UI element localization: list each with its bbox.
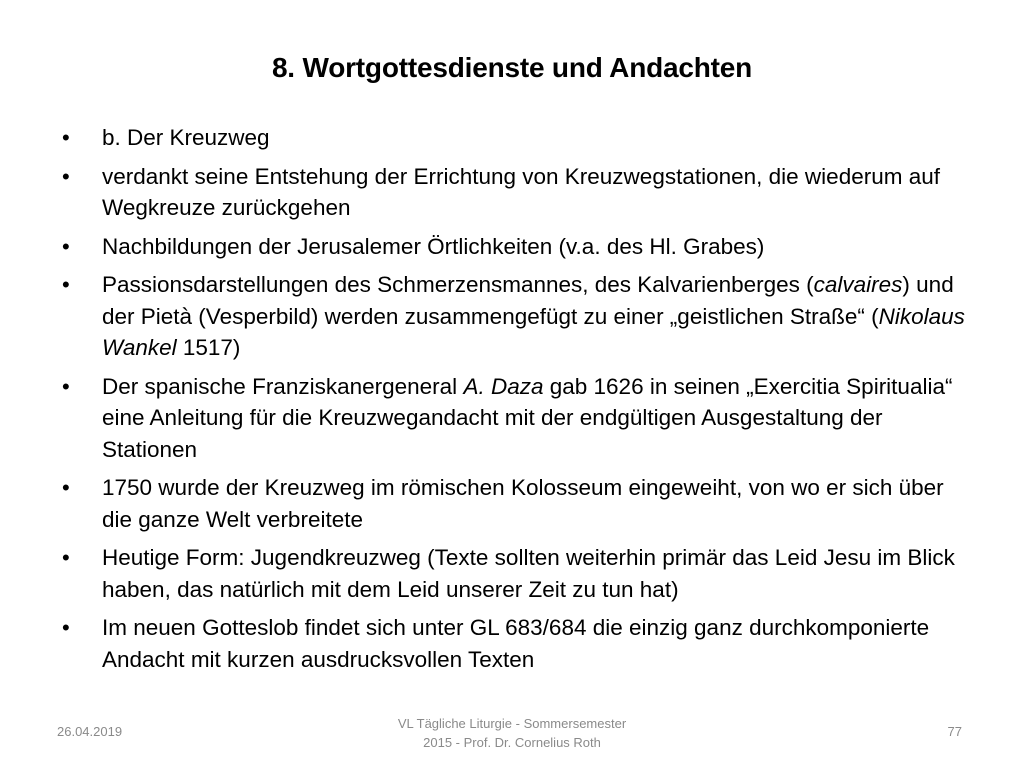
bullet-dot: • <box>62 475 70 500</box>
text-segment: 1517) <box>176 335 241 360</box>
bullet-list <box>58 122 978 682</box>
bullet-dot: • <box>62 615 70 640</box>
footer-line: 2015 - Prof. Dr. Cornelius Roth <box>423 735 601 750</box>
list-item <box>58 612 978 675</box>
list-item <box>58 122 978 154</box>
bullet-text: b. Der Kreuzweg <box>102 125 270 150</box>
list-item <box>58 472 978 535</box>
bullet-dot: • <box>62 125 70 150</box>
bullet-text: Heutige Form: Jugendkreuzweg (Texte sollten weiterhin primär das Leid Jesu im Blick haben, das natürlich mit dem Leid unserer Zeit zu tun hat) <box>102 545 955 602</box>
bullet-dot: • <box>62 373 70 399</box>
footer-line: VL Tägliche Liturgie - Sommersemester <box>397 716 627 731</box>
list-item <box>58 231 978 263</box>
text-segment: Passionsdarstellungen des Schmerzensmannes, des Kalvarienberges ( <box>102 272 814 297</box>
bullet-text <box>102 374 952 462</box>
text-segment: gab 1626 in seinen „Exercitia Spiritualia“ eine Anleitung für die Kreuzwegandacht mit der endgültigen Ausgestaltung der Stationen <box>102 373 953 462</box>
bullet-text <box>102 272 965 360</box>
text-segment: ) und der Pietà (Vesperbild) werden zusammengefügt zu einer „geistlichen Straße“ ( <box>102 272 954 329</box>
italic-term: calvaires <box>813 272 903 297</box>
slide-title: 8. Wortgottesdienste und Andachten <box>271 52 753 83</box>
list-item <box>58 161 978 224</box>
italic-term: Nikolaus Wankel <box>102 303 965 360</box>
bullet-text: 1750 wurde der Kreuzweg im römischen Kolosseum eingeweiht, von wo er sich über die ganze Welt verbreitete <box>102 475 944 532</box>
bullet-dot: • <box>62 545 70 570</box>
italic-term: A. Daza <box>463 373 544 399</box>
footer-course-info <box>340 714 684 752</box>
bullet-dot: • <box>62 163 70 189</box>
bullet-text: Nachbildungen der Jerusalemer Örtlichkeiten (v.a. des Hl. Grabes) <box>102 233 765 259</box>
text-segment: Der spanische Franziskanergeneral <box>102 373 464 399</box>
bullet-text: verdankt seine Entstehung der Errichtung von Kreuzwegstationen, die wiederum auf Wegkreuze zurückgehen <box>102 163 940 220</box>
bullet-text: Im neuen Gotteslob findet sich unter GL 683/684 die einzig ganz durchkomponierte Andacht mit kurzen ausdrucksvollen Texten <box>102 615 930 672</box>
bullet-dot: • <box>62 272 70 297</box>
footer-date: 26.04.2019 <box>57 724 123 739</box>
list-item <box>58 371 978 466</box>
page-number: 77 <box>947 724 962 739</box>
list-item <box>58 269 978 364</box>
bullet-dot: • <box>62 233 70 259</box>
list-item <box>58 542 978 605</box>
